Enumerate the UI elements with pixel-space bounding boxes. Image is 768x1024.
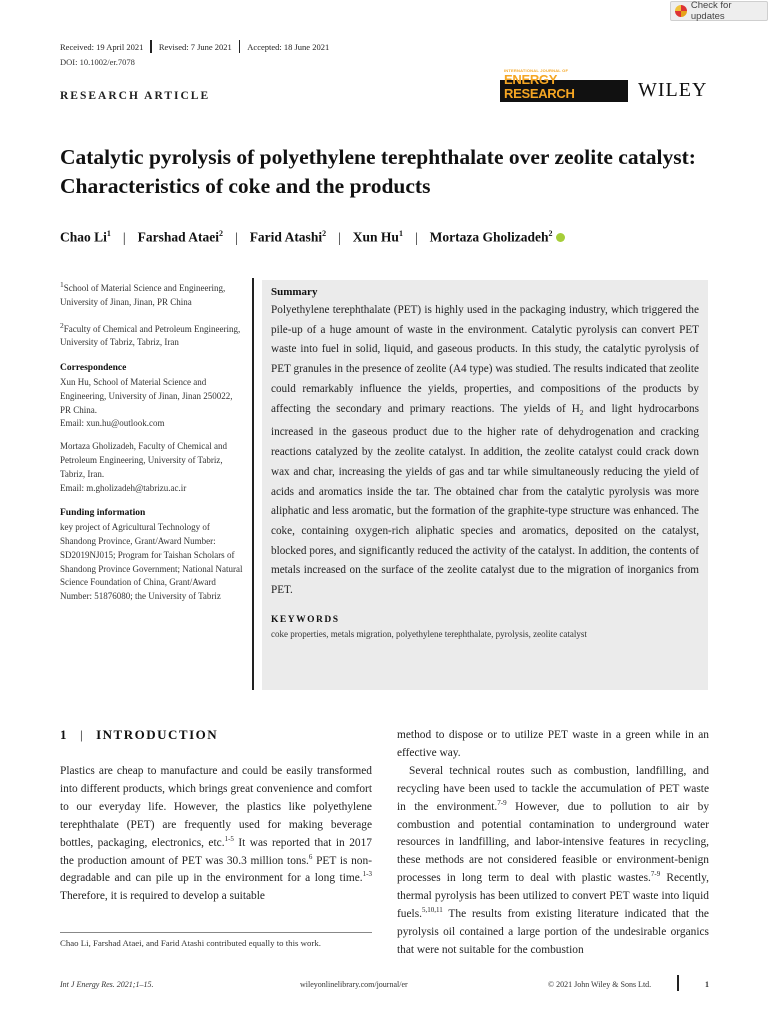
journal-logo-text: ENERGY RESEARCH xyxy=(504,72,575,101)
doi[interactable]: DOI: 10.1002/er.7078 xyxy=(60,57,135,67)
author-separator: | xyxy=(414,229,418,245)
correspondence-heading: Correspondence xyxy=(60,363,127,374)
correspondence-entry: Xun Hu, School of Material Science and Engineering, University of Jinan, Jinan 250022, PR China. xyxy=(60,376,233,415)
copyright: © 2021 John Wiley & Sons Ltd. xyxy=(548,980,652,989)
check-updates-label: Check for updates xyxy=(690,0,732,22)
journal-url[interactable]: wileyonlinelibrary.com/journal/er xyxy=(300,980,408,989)
section-heading: 1 | INTRODUCTION xyxy=(60,727,219,742)
body-column-left xyxy=(60,763,372,906)
check-for-updates-button[interactable] xyxy=(670,1,768,21)
author[interactable]: Farid Atashi$^2$ xyxy=(249,229,327,245)
article-dates xyxy=(60,40,329,53)
article-info-sidebar xyxy=(60,278,245,613)
footnote: Chao Li, Farshad Ataei, and Farid Atashi contributed equally to this work. xyxy=(60,938,321,948)
crossmark-icon xyxy=(675,5,687,17)
body-column-right xyxy=(397,727,709,960)
author[interactable]: Chao Li$^1$ xyxy=(60,229,111,245)
author-separator: | xyxy=(234,229,238,245)
correspondence-email[interactable]: Email: xun.hu@outlook.com xyxy=(60,418,165,429)
article-type: RESEARCH ARTICLE xyxy=(60,90,211,102)
date-separator xyxy=(239,40,241,53)
summary-text: Polyethylene terephthalate (PET) is highly used in the packaging industry, which triggered the pile-up of a huge amount of waste in the environment. Catalytic pyrolysis can convert PET waste into fuel in solid, liquid, and gaseous products. In this study, the catalytic pyrolysis of PET granules in the presence of zeolite (A4 type) was studied. The results indicated that zeolite could remarkably influence the yields, properties, and compositions of the products by affecting the secondary and primary reactions. The yields of $H_2$ and light hydrocarbons increased in the gaseous product due to the higher rate of dehydrogenation and cracking reactions catalyzed by the zeolite catalyst. In addition, the zeolite catalyst could crack down wax and char, increasing the yields of gas and tar while simultaneously reducing the yield of acids and aromatics inside the tar. The obtained char from the catalytic pyrolysis was more aliphatic and less aromatic, but the formation of the graphite-type structure was enhanced. The coke, containing oxygen-rich aliphatic species and aromatics, deposited on the catalyst, blocked pores, and significantly reduced the activity of the catalyst. In addition, the contents of metals increased on the surface of the zeolite catalyst due to the migration of inorganics from PET. xyxy=(271,304,699,597)
received-date: Received: 19 April 2021 xyxy=(60,41,144,52)
paragraph: Plastics are cheap to manufacture and could be easily transformed into different products, which brings great convenience and comfort to our everyday life. However, the plastics like polyethylene terephthalate (PET) are frequently used for making beverage bottles, packaging, electronics, etc.$^{1-5}$ It was reported that in 2017 the production amount of PET was 30.3 million tons.$^6$ PET is non-degradable and can pile up in the environment for a long time.$^{1-3}$ Therefore, it is required to develop a suitable xyxy=(60,765,372,903)
correspondence-entry: Mortaza Gholizadeh, Faculty of Chemical and Petroleum Engineering, University of Tabriz, Tabriz, Iran. xyxy=(60,441,227,479)
paragraph: method to dispose or to utilize PET waste in a green while in an effective way. xyxy=(397,729,709,759)
footer-divider xyxy=(677,975,679,991)
journal-logo xyxy=(500,68,628,102)
author-separator: | xyxy=(338,229,341,245)
column-divider xyxy=(252,278,254,690)
accepted-date: Accepted: 18 June 2021 xyxy=(247,41,330,52)
paragraph: Several technical routes such as combustion, landfilling, and recycling have been used to tackle the accumulation of PET waste in the environment.$^{7-9}$ However, due to pollution to air by combustion and potential contamination to underground water resources in landfilling, and labor-intensive features in recycling, these methods are not considered feasible or environment-benign processes in long term to deal with plastic wastes.$^{7-9}$ Recently, thermal pyrolysis has been utilized to convert PET waste into liquid fuels.$^{5,10,11}$ The results from existing literature indicated that the pyrolysis oil contained a large portion of the undesirable organics that were not suitable for the combustion xyxy=(397,764,710,956)
author[interactable]: Farshad Ataei$^2$ xyxy=(137,229,223,245)
correspondence-email[interactable]: Email: m.gholizadeh@tabrizu.ac.ir xyxy=(60,482,187,493)
funding-text: key project of Agricultural Technology of Shandong Province, Grant/Award Number: SD2019NJ015; Program for Taishan Scholars of Shandong Province Government; National Natural Science Foundation of China, Grant/Award Number: 51876080; the University of Tabriz xyxy=(60,522,243,602)
author-separator: | xyxy=(122,229,126,245)
page-number: 1 xyxy=(705,980,709,989)
author-list xyxy=(60,229,565,246)
summary-box xyxy=(262,280,708,690)
date-separator xyxy=(150,40,152,53)
author[interactable]: Xun Hu$^1$ xyxy=(352,229,403,245)
journal-logo-small-text: INTERNATIONAL JOURNAL OF xyxy=(504,68,569,73)
paper-title: Catalytic pyrolysis of polyethylene terephthalate over zeolite catalyst: Characteristics of coke and the products xyxy=(60,145,696,198)
author[interactable]: Mortaza Gholizadeh$^2$ xyxy=(429,229,553,245)
keywords-heading: KEYWORDS xyxy=(271,614,340,625)
revised-date: Revised: 7 June 2021 xyxy=(158,41,232,52)
orcid-icon[interactable] xyxy=(556,233,565,242)
keywords-list: coke properties, metals migration, polyethylene terephthalate, pyrolysis, zeolite catalyst xyxy=(271,628,587,639)
affiliation: $^2$Faculty of Chemical and Petroleum Engineering, University of Tabriz, Tabriz, Iran xyxy=(60,320,241,348)
footnote-divider xyxy=(60,932,372,933)
summary-heading: Summary xyxy=(271,286,318,298)
journal-citation: Int J Energy Res. 2021;1–15. xyxy=(60,980,154,989)
funding-heading: Funding information xyxy=(60,508,146,519)
publisher-logo: WILEY xyxy=(638,79,708,101)
affiliation: $^1$School of Material Science and Engineering, University of Jinan, Jinan, PR China xyxy=(60,280,226,307)
